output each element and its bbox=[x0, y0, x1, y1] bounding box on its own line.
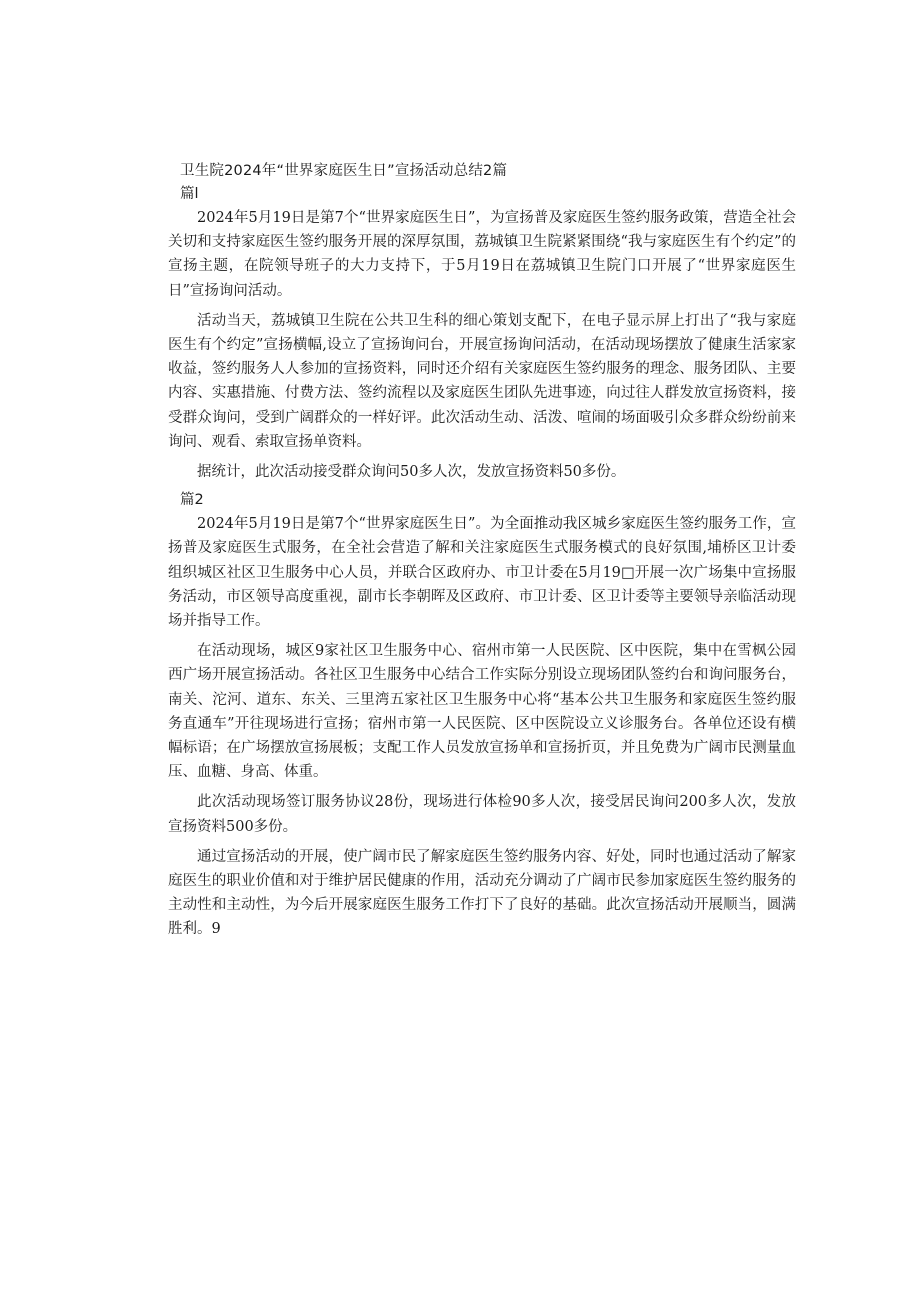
document-page bbox=[168, 160, 796, 948]
document-title: 卫生院2024年“世界家庭医生日”宣扬活动总结2篇 bbox=[180, 163, 508, 179]
paragraph: 2024年5月19日是第7个“世界家庭医生日”。为全面推动我区城乡家庭医生签约服务工作，宣扬普及家庭医生式服务，在全社会营造了解和关注家庭医生式服务模式的良好氛围,埔桥区卫计委组织城区社区卫生服务中心人员，并联合区政府办、市卫计委在5月19□开展一次广场集中宣扬服务活动，市区领导高度重视，副市长李朝晖及区政府、市卫计委、区卫计委等主要领导亲临活动现场并指导工作。 bbox=[168, 516, 796, 630]
section-label-2: 篇2 bbox=[180, 492, 204, 509]
paragraph: 据统计，此次活动接受群众询问50多人次，发放宣扬资料50多份。 bbox=[197, 464, 626, 481]
paragraph: 活动当天，荔城镇卫生院在公共卫生科的细心策划支配下，在电子显示屏上打出了“我与家庭医生有个约定”宣扬横幅,设立了宣扬询问台，开展宣扬询问活动，在活动现场摆放了健康生活家家收益，签约服务人人参加的宣扬资料，同时还介绍有关家庭医生签约服务的理念、服务团队、主要内容、实惠措施、付费方法、签约流程以及家庭医生团队先进事迹，向过往人群发放宣扬资料，接受群众询问，受到广阔群众的一样好评。此次活动生动、活泼、喧闹的场面吸引众多群众纷纷前来询问、观看、索取宣扬单资料。 bbox=[168, 312, 796, 450]
paragraph: 在活动现场，城区9家社区卫生服务中心、宿州市第一人民医院、区中医院，集中在雪枫公园西广场开展宣扬活动。各社区卫生服务中心结合工作实际分别设立现场团队签约台和询问服务台，南关、沱河、道东、东关、三里湾五家社区卫生服务中心将“基本公共卫生服务和家庭医生签约服务直通车”开往现场进行宣扬；宿州市第一人民医院、区中医院设立义诊服务台。各单位还设有横幅标语；在广场摆放宣扬展板；支配工作人员发放宣扬单和宣扬折页，并且免费为广阔市民测量血压、血糖、身高、体重。 bbox=[168, 643, 796, 781]
section-label-1: 篇l bbox=[180, 186, 199, 202]
paragraph: 此次活动现场签订服务协议28份，现场进行体检90多人次，接受居民询问200多人次，发放宣扬资料500多份。 bbox=[168, 794, 796, 835]
paragraph: 2024年5月19日是第7个“世界家庭医生日”，为宣扬普及家庭医生签约服务政策，营造全社会关切和支持家庭医生签约服务开展的深厚氛围，荔城镇卫生院紧紧围绕“我与家庭医生有个约定”的宣扬主题，在院领导班子的大力支持下，于5月19日在荔城镇卫生院门口开展了“世界家庭医生日”宣扬询问活动。 bbox=[168, 210, 796, 299]
paragraph: 通过宣扬活动的开展，使广阔市民了解家庭医生签约服务内容、好处，同时也通过活动了解家庭医生的职业价值和对于维护居民健康的作用，活动充分调动了广阔市民参加家庭医生签约服务的主动性和主动性，为今后开展家庭医生服务工作打下了良好的基础。此次宣扬活动开展顺当，圆满胜利。9 bbox=[168, 848, 796, 938]
